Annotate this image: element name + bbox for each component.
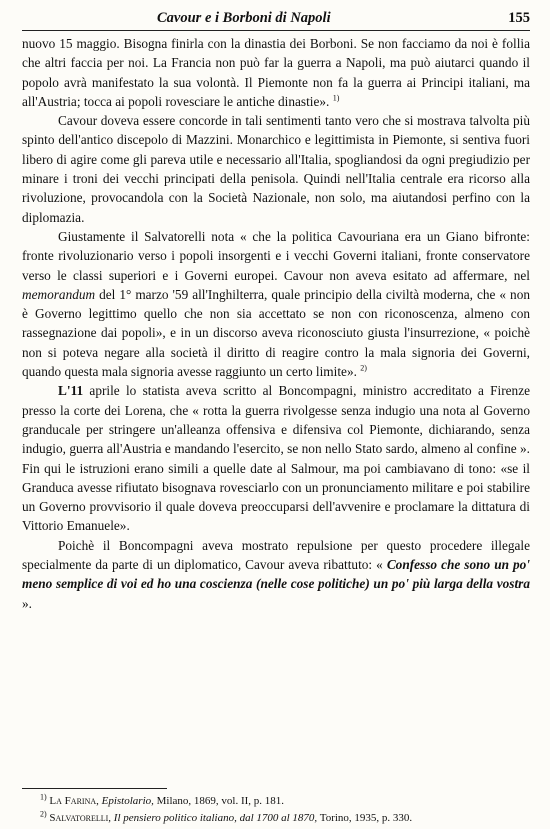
emphasis: memorandum [22, 286, 96, 302]
running-title: Cavour e i Borboni di Napoli [157, 10, 331, 26]
footnote-1: $^{1)}$ La Farina, Epistolario, Milano, 1869, vol. II, p. 181. [40, 792, 285, 807]
footnote-2: $^{2)}$ Salvatorelli, Il pensiero politico italiano, dal 1700 al 1870, Torino, 1935, p. 330. [40, 809, 413, 824]
emphasized-quote: Confesso che sono un po' meno semplice di voi ed ho una coscienza (nelle cose politiche) un po' più larga della vostra [22, 557, 530, 592]
note-ref: 2) [360, 363, 367, 373]
paragraph-2: Cavour doveva essere concorde in tali sentimenti tanto vero che si mostrava talvolta più spinto dell'antico discepolo di Mazzini. Monarchico e legittimista in Piemonte, si sentiva fuori libero di agire come gli pareva utile e necessario all'Italia, spogliandosi da ogni pregiudizio per minare i troni dei vecchi principati della penisola. Quindi nell'Italia centrale era ricorso alla rivoluzione, provocandola con la Società Nazionale, non solo, ma aiutandosi perfino con la diplomazia. [22, 113, 530, 225]
paragraph-5: Poichè il Boncompagni aveva mostrato repulsione per questo procedere illegale specialmente da parte di un diplomatico, Cavour aveva ribattuto: « Confesso che sono un po' meno semplice di voi ed ho una coscienza (nelle cose politiche) un po' più larga della vostra ». [22, 537, 530, 611]
paragraph-4: L'11 aprile lo statista aveva scritto al Boncompagni, ministro accreditato a Firenze presso la corte dei Lorena, che « rotta la guerra rivolgesse senza indugio una nota al Governo granducale per stringere un'alleanza offensiva e difensiva col Piemonte, dichiarando, senza indugio, guerra all'Austria e mandando l'esercito, se non nello Stato sardo, almeno al confine ». Fin qui le istruzioni erano simili a quelle date al Salmour, ma poi cambiavano di tono: «se il Granduca avesse rifiutato bisognava rovesciarlo con un pronunciamento militare e poi stabilire un Governo provvisorio il quale doveva preoccuparsi dell'avvenire e proclamare la dittatura di Vittorio Emanuele». [22, 383, 530, 534]
note-ref: 1) [332, 93, 340, 103]
footnote-rule [22, 788, 167, 789]
main-text [22, 34, 530, 613]
running-header [22, 8, 530, 31]
paragraph-lead: L'11 [58, 383, 84, 399]
footnotes [22, 793, 530, 827]
paragraph-1: nuovo 15 maggio. Bisogna finirla con la dinastia dei Borboni. Se non facciamo da noi è follia che altri faccia per noi. La Francia non può far la guerra a Napoli, ma può aiutarci quando il popolo avrà manifestato la sua volontà. Il Piemonte non fa la guerra ai Principi italiani, ma all'Austria; tocca ai popoli rovesciare le antiche dinastie». $^{1)}$ [22, 36, 530, 109]
page-number: 155 [508, 10, 530, 26]
paragraph-3: Giustamente il Salvatorelli nota « che la politica Cavouriana era un Giano bifronte: fronte rivoluzionario verso i popoli insorgenti e i vecchi Governi italiani, fronte conservatore verso le classi superiori e i Governi europei. Cavour non aveva esitato ad affermare, nel memorandum del 1° marzo '59 all'Inghilterra, quale principio della civiltà moderna, che « non è Governo legittimo quello che non sia accettato se non con riconoscenza, almeno con rassegnazione dai popoli», e in un discorso aveva riconosciuto giusta l'insurrezione, « poichè non si poteva negare alla società il diritto di reagire contro la mala signoria dei Governi, quando questa mala signoria avesse raggiunto un certo limite». $^{2)}$ [22, 228, 530, 380]
